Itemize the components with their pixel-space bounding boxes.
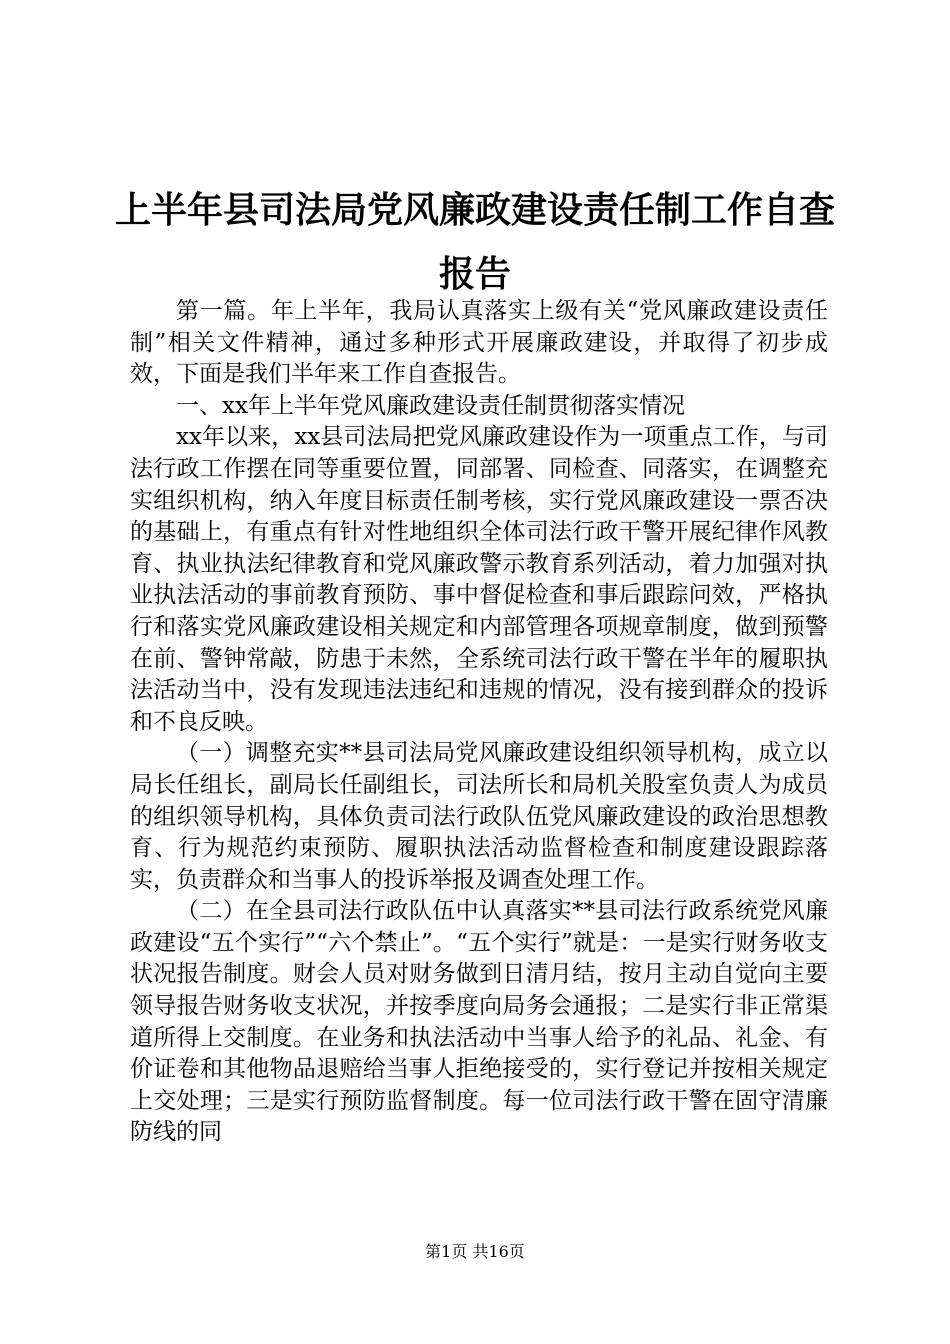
paragraph-item-2: （二）在全县司法行政队伍中认真落实**县司法行政系统党风廉政建设“五个实行”“六个禁止”。“五个实行”就是：一是实行财务收支状况报告制度。财会人员对财务做到日清月结，按月主动自觉向主要领导报告财务收支状况，并按季度向局务会通报；二是实行非正常渠道所得上交制度。在业务和执法活动中当事人给予的礼品、礼金、有价证卷和其他物品退赔给当事人拒绝接受的，实行登记并按相关规定上交处理；三是实行预防监督制度。每一位司法行政干警在固守清廉防线的同 bbox=[130, 898, 828, 1146]
page-footer: 第1页 共16页 bbox=[425, 1242, 525, 1261]
document-body bbox=[130, 296, 828, 1149]
paragraph-item-1: （一）调整充实**县司法局党风廉政建设组织领导机构，成立以局长任组长，副局长任副组长，司法所长和局机关股室负责人为成员的组织领导机构，具体负责司法行政队伍党风廉政建设的政治思想教育、行为规范约束预防、履职执法活动监督检查和制度建设跟踪落实，负责群众和当事人的投诉举报及调查处理工作。 bbox=[130, 740, 828, 893]
paragraph-overview: xx年以来，xx县司法局把党风廉政建设作为一项重点工作，与司法行政工作摆在同等重要位置，同部署、同检查、同落实，在调整充实组织机构，纳入年度目标责任制考核，实行党风廉政建设一票否决的基础上，有重点有针对性地组织全体司法行政干警开展纪律作风教育、执业执法纪律教育和党风廉政警示教育系列活动，着力加强对执业执法活动的事前教育预防、事中督促检查和事后跟踪问效，严格执行和落实党风廉政建设相关规定和内部管理各项规章制度，做到预警在前、警钟常敲，防患于未然，全系统司法行政干警在半年的履职执法活动当中，没有发现违法违纪和违规的情况，没有接到群众的投诉和不良反映。 bbox=[130, 424, 828, 735]
document-title: 上半年县司法局党风廉政建设责任制工作自查报告 bbox=[114, 189, 835, 295]
section-heading: 一、xx年上半年党风廉政建设责任制贯彻落实情况 bbox=[176, 392, 685, 419]
paragraph-intro: 第一篇。年上半年，我局认真落实上级有关“党风廉政建设责任制”相关文件精神，通过多种形式开展廉政建设，并取得了初步成效，下面是我们半年来工作自查报告。 bbox=[130, 298, 828, 388]
